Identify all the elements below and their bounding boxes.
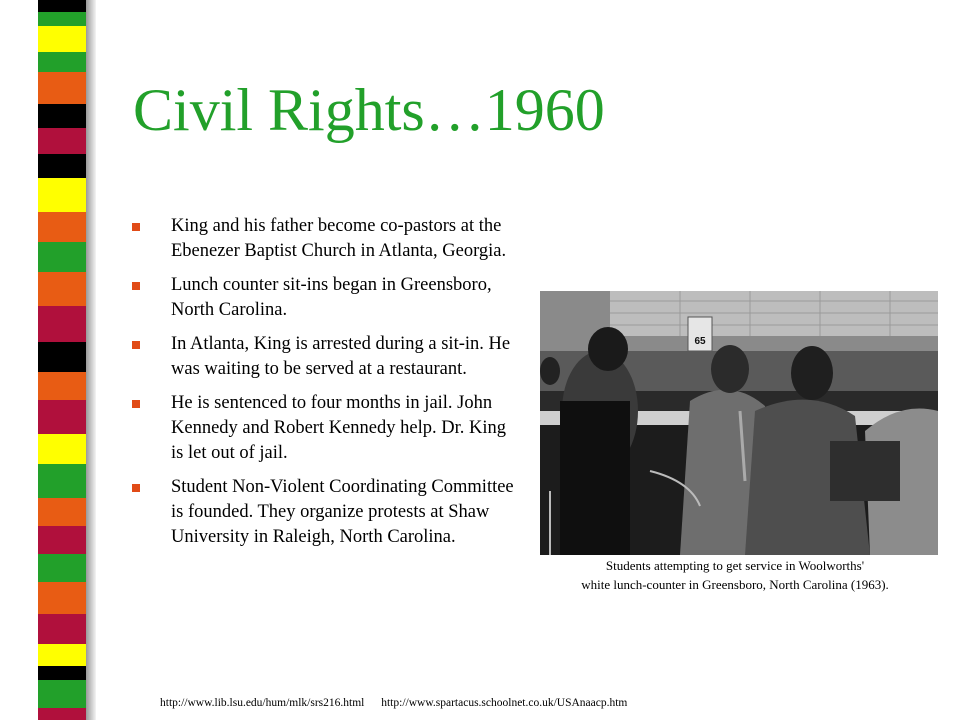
slide-title: Civil Rights…1960 (133, 77, 605, 143)
stripe-segment (38, 666, 86, 680)
stripe-segment (38, 104, 86, 128)
stripe-segment (38, 464, 86, 498)
stripe-segment (38, 498, 86, 526)
stripe-segment (38, 272, 86, 306)
price-sign-text: 65 (694, 336, 706, 347)
stripe-segment (38, 242, 86, 272)
stripe-segment (38, 26, 86, 52)
bullet-item (130, 332, 520, 382)
source-links (160, 697, 627, 709)
stripe-segment (38, 52, 86, 72)
stripe-segment (38, 680, 86, 708)
stripe-segment (38, 526, 86, 554)
stripe-segment (38, 644, 86, 666)
square-bullet-icon (132, 400, 140, 408)
stripe-segment (38, 434, 86, 464)
bullet-text: Student Non-Violent Coordinating Committee is founded. They organize protests at Shaw University in Raleigh, North Carolina. (171, 477, 514, 547)
stripe-segment (38, 0, 86, 12)
stripe-segment (38, 178, 86, 212)
decorative-stripe-bar (38, 0, 86, 720)
caption-line: white lunch-counter in Greensboro, North Carolina (1963). (581, 577, 889, 592)
stripe-segment (38, 554, 86, 582)
bullet-text: He is sentenced to four months in jail. John Kennedy and Robert Kennedy help. Dr. King is let out of jail. (171, 393, 506, 463)
square-bullet-icon (132, 223, 140, 231)
bullet-item (130, 475, 520, 550)
bullet-text: In Atlanta, King is arrested during a sit-in. He was waiting to be served at a restaurant. (171, 334, 511, 379)
stripe-bar-shadow (86, 0, 96, 720)
bullet-item (130, 273, 520, 323)
bullet-text: Lunch counter sit-ins began in Greensboro, North Carolina. (171, 275, 492, 320)
stripe-segment (38, 72, 86, 104)
bullet-item (130, 391, 520, 466)
caption-line: Students attempting to get service in Woolworths' (605, 558, 865, 573)
bullet-item (130, 214, 520, 264)
square-bullet-icon (132, 341, 140, 349)
stripe-segment (38, 12, 86, 26)
source-link[interactable]: http://www.spartacus.schoolnet.co.uk/USAnaacp.htm (381, 697, 628, 709)
stripe-segment (38, 708, 86, 720)
lunch-counter-photo (540, 291, 938, 555)
stripe-segment (38, 372, 86, 400)
source-link[interactable]: http://www.lib.lsu.edu/hum/mlk/srs216.html (160, 697, 365, 709)
stripe-segment (38, 400, 86, 434)
stripe-segment (38, 614, 86, 644)
stripe-segment (38, 154, 86, 178)
stripe-segment (38, 306, 86, 342)
square-bullet-icon (132, 282, 140, 290)
square-bullet-icon (132, 484, 140, 492)
stripe-segment (38, 582, 86, 614)
stripe-segment (38, 128, 86, 154)
bullet-list (130, 214, 520, 559)
stripe-segment (38, 342, 86, 372)
stripe-segment (38, 212, 86, 242)
photo-caption (535, 556, 935, 594)
bullet-text: King and his father become co-pastors at the Ebenezer Baptist Church in Atlanta, Georgia. (171, 216, 507, 261)
